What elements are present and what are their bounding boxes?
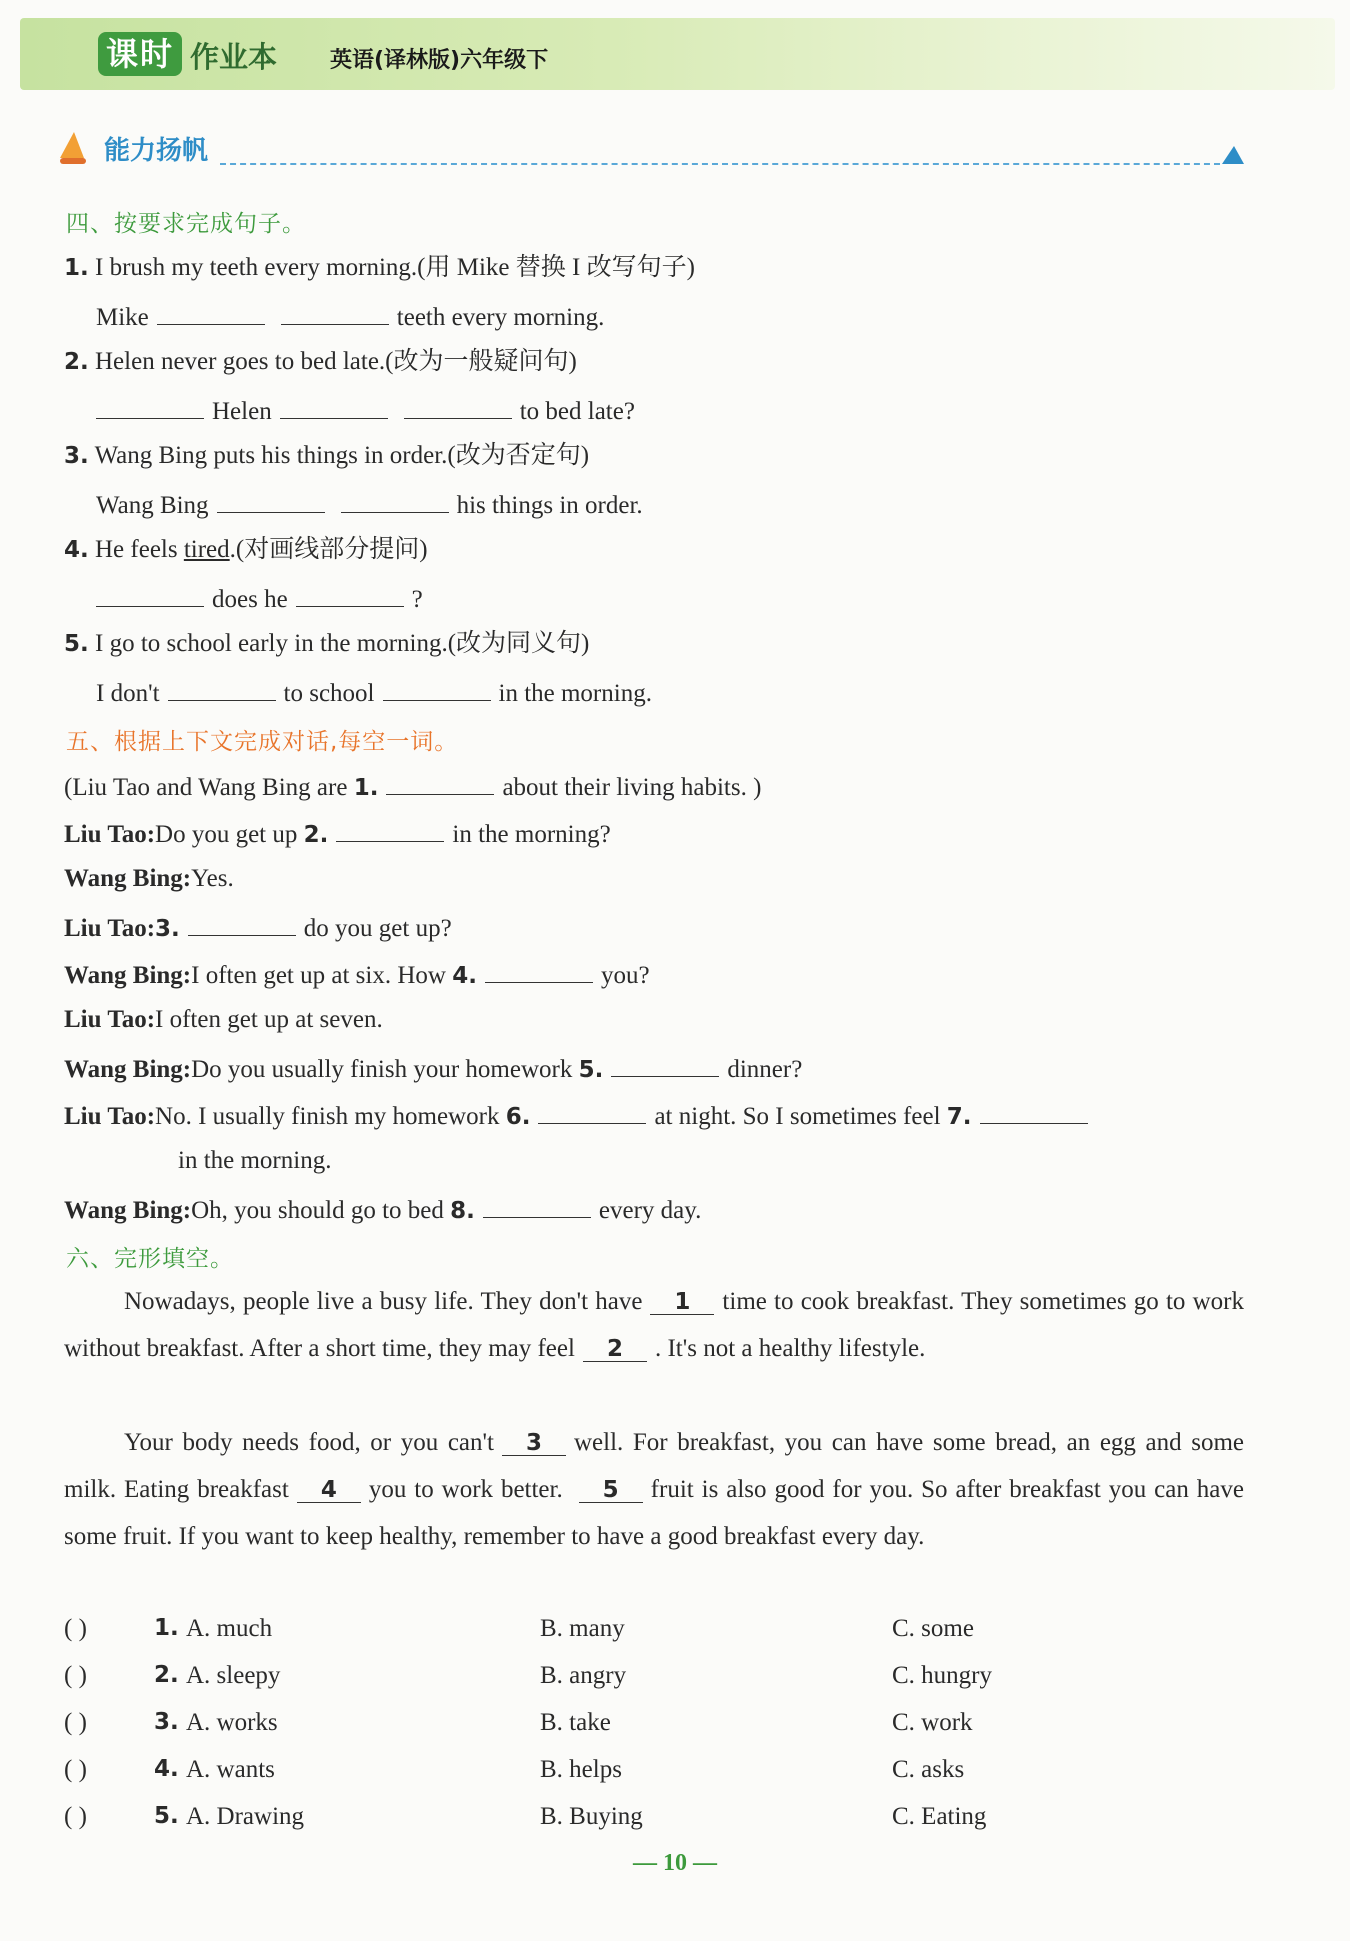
cloze-blank[interactable]: 1 [650, 1290, 714, 1315]
option-row: ( ) 4. A. wants B. helps C. asks [64, 1756, 965, 1783]
cloze-paragraph-1: Nowadays, people live a busy life. They don't have 1 time to cook breakfast. They sometimes go to work without breakfast. After a short time, they may feel 2 . It's not a healthy lifestyle. [64, 1288, 1244, 1362]
q5-prompt: 5. I go to school early in the morning.(改为同义句) [64, 630, 590, 657]
q2-prompt: 2. Helen never goes to bed late.(改为一般疑问句) [64, 348, 577, 375]
brand-logo: 课时 [98, 32, 182, 76]
blank[interactable] [538, 1099, 646, 1124]
option-row: ( ) 5. A. Drawing B. Buying C. Eating [64, 1803, 987, 1830]
page-number: — 10 — [633, 1850, 717, 1876]
q1-answer: Mike teeth every morning. [96, 300, 604, 333]
dialogue-line: Liu Tao:Do you get up 2. in the morning? [64, 817, 611, 850]
option-b[interactable]: B. take [540, 1709, 611, 1736]
part4-heading: 四、按要求完成句子。 [66, 211, 306, 237]
dialogue-intro: (Liu Tao and Wang Bing are 1. about their living habits. ) [64, 770, 761, 803]
dialogue-line: Wang Bing:Oh, you should go to bed 8. every day. [64, 1193, 701, 1226]
q5-answer: I don't to school in the morning. [96, 676, 652, 709]
sailboat-icon [60, 132, 84, 158]
option-c[interactable]: C. asks [892, 1756, 965, 1783]
option-row: ( ) 3. A. works B. take C. work [64, 1709, 973, 1736]
page-header [20, 18, 1335, 90]
dialogue-line: Wang Bing:I often get up at six. How 4. you? [64, 958, 650, 991]
dialogue-line-continued: in the morning. [178, 1147, 332, 1174]
q3-answer: Wang Bing his things in order. [96, 488, 643, 521]
blank[interactable] [341, 488, 449, 513]
option-a[interactable]: A. much [186, 1615, 273, 1642]
option-row: ( ) 2. A. sleepy B. angry C. hungry [64, 1662, 992, 1689]
dialogue-line: Liu Tao:No. I usually finish my homework 6. at night. So I sometimes feel 7. [64, 1099, 1096, 1132]
answer-bracket[interactable]: ( ) [64, 1709, 87, 1736]
brand-name: 作业本 [190, 40, 278, 74]
cloze-blank[interactable]: 2 [583, 1337, 647, 1362]
blank[interactable] [383, 676, 491, 701]
option-c[interactable]: C. some [892, 1615, 974, 1642]
option-row: ( ) 1. A. much B. many C. some [64, 1615, 974, 1642]
blank[interactable] [611, 1052, 719, 1077]
section-title: 能力扬帆 [104, 136, 209, 166]
part6-heading: 六、完形填空。 [66, 1246, 234, 1272]
q2-answer: Helen to bed late? [96, 394, 635, 427]
answer-bracket[interactable]: ( ) [64, 1803, 87, 1830]
q4-prompt: 4. He feels tired.(对画线部分提问) [64, 536, 428, 563]
cloze-blank[interactable]: 3 [502, 1431, 566, 1456]
blank[interactable] [157, 300, 265, 325]
cloze-blank[interactable]: 4 [297, 1478, 361, 1503]
blank[interactable] [485, 958, 593, 983]
section-banner [60, 130, 1250, 170]
option-b[interactable]: B. helps [540, 1756, 622, 1783]
blank[interactable] [336, 817, 444, 842]
blank[interactable] [188, 911, 296, 936]
blank[interactable] [280, 394, 388, 419]
option-c[interactable]: C. hungry [892, 1662, 992, 1689]
q1-prompt: 1. I brush my teeth every morning.(用 Mike 替换 I 改写句子) [64, 254, 695, 281]
blank[interactable] [281, 300, 389, 325]
option-b[interactable]: B. Buying [540, 1803, 643, 1830]
blank[interactable] [296, 582, 404, 607]
blank[interactable] [96, 582, 204, 607]
option-a[interactable]: A. works [186, 1709, 278, 1736]
q3-prompt: 3. Wang Bing puts his things in order.(改为否定句) [64, 442, 590, 469]
option-c[interactable]: C. Eating [892, 1803, 987, 1830]
option-b[interactable]: B. angry [540, 1662, 627, 1689]
option-c[interactable]: C. work [892, 1709, 973, 1736]
dialogue-line: Wang Bing:Do you usually finish your homework 5. dinner? [64, 1052, 802, 1085]
answer-bracket[interactable]: ( ) [64, 1662, 87, 1689]
answer-bracket[interactable]: ( ) [64, 1615, 87, 1642]
dialogue-line: Wang Bing:Yes. [64, 865, 234, 892]
dialogue-line: Liu Tao:3. do you get up? [64, 911, 452, 944]
blank[interactable] [168, 676, 276, 701]
sailboat-base-icon [60, 158, 86, 164]
option-b[interactable]: B. many [540, 1615, 625, 1642]
option-a[interactable]: A. sleepy [186, 1662, 281, 1689]
blank[interactable] [217, 488, 325, 513]
dialogue-line: Liu Tao:I often get up at seven. [64, 1006, 383, 1033]
cloze-paragraph-2: Your body needs food, or you can't 3 well. For breakfast, you can have some bread, an egg and some milk. Eating breakfast 4 you to work better. 5 fruit is also good for you. So after breakfast you can have some fruit. If you want to keep healthy, remember to have a good breakfast every day. [64, 1429, 1245, 1550]
answer-bracket[interactable]: ( ) [64, 1756, 87, 1783]
q4-answer: does he ? [96, 582, 423, 615]
blank[interactable] [386, 770, 494, 795]
blank[interactable] [96, 394, 204, 419]
dashed-divider [220, 163, 1220, 165]
blank[interactable] [404, 394, 512, 419]
book-subject: 英语(译林版)六年级下 [330, 48, 549, 73]
cloze-blank[interactable]: 5 [579, 1478, 643, 1503]
part5-heading: 五、根据上下文完成对话,每空一词。 [66, 729, 459, 755]
paper-boat-icon [1222, 146, 1244, 164]
option-a[interactable]: A. wants [186, 1756, 275, 1783]
blank[interactable] [483, 1193, 591, 1218]
option-a[interactable]: A. Drawing [186, 1803, 305, 1830]
blank[interactable] [980, 1099, 1088, 1124]
